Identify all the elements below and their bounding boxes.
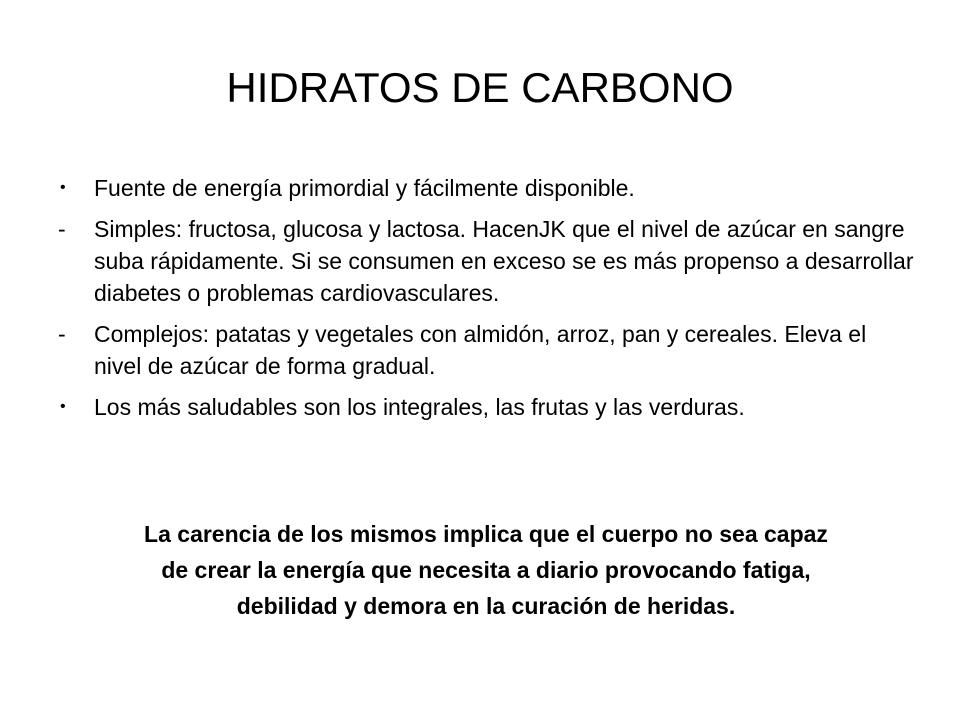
list-item-text: Los más saludables son los integrales, las frutas y las verduras. [94,394,745,420]
list-item-text: Simples: fructosa, glucosa y lactosa. HacenJK que el nivel de azúcar en sangre suba rápidamente. Si se consumen en exceso se es más propenso a desarrollar diabetes o problemas cardiovasculares. [94,216,914,306]
list-item-text: Complejos: patatas y vegetales con almidón, arroz, pan y cereales. Eleva el nivel de azúcar de forma gradual. [94,321,867,379]
dash-marker: - [58,321,66,347]
bullet-marker: • [60,179,66,196]
list-item-complex-carbs [56,318,916,382]
conclusion-line: debilidad y demora en la curación de heridas. [236,593,736,619]
bullet-list [56,172,916,432]
list-item-healthiest [56,391,916,423]
conclusion-line: de crear la energía que necesita a diario provocando fatiga, [161,557,811,583]
list-item-energy-source [56,172,916,204]
dash-marker: - [58,216,66,242]
list-item-text: Fuente de energía primordial y fácilmente disponible. [94,175,635,201]
bullet-marker: • [60,398,66,415]
list-item-simple-carbs [56,213,916,309]
conclusion-text [56,516,916,624]
conclusion-line: La carencia de los mismos implica que el cuerpo no sea capaz [144,521,828,547]
slide-title: HIDRATOS DE CARBONO [226,64,734,111]
